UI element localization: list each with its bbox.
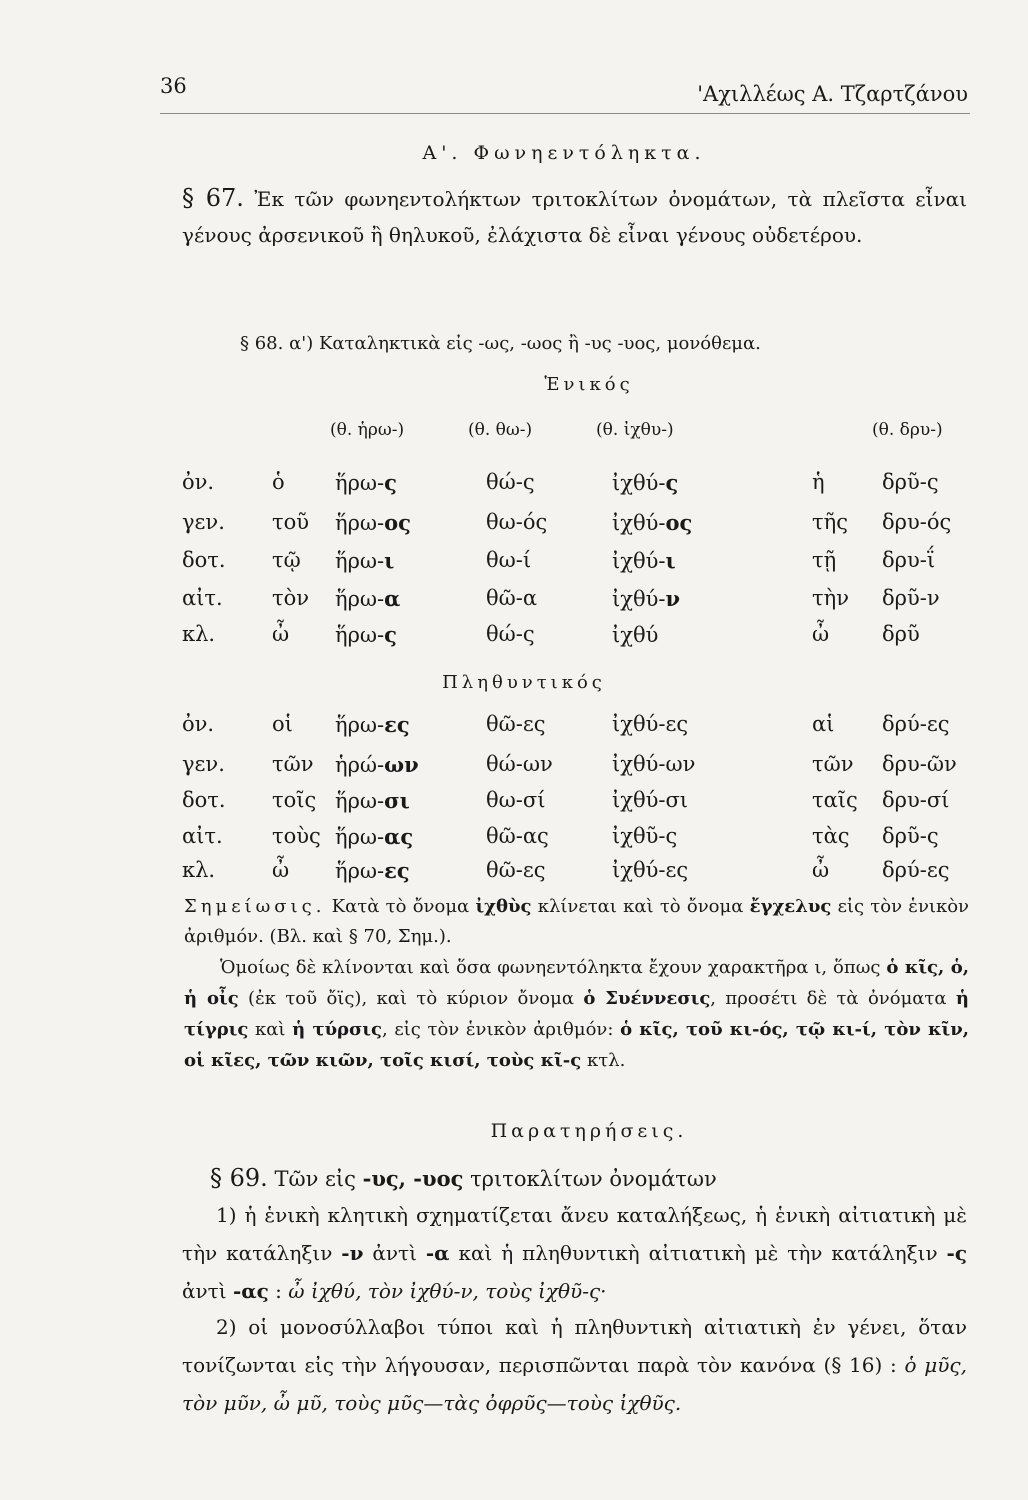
form-drys: δρυ-σί [882, 788, 950, 812]
para-text: καὶ [248, 1019, 293, 1040]
form-ending: ς [384, 470, 397, 495]
form-heros [335, 788, 410, 813]
article: τῶν [272, 752, 314, 776]
paragraph-69-point-1 [182, 1196, 967, 1310]
note-text: εἰς τὸν ἑνικὸν ἀριθμόν. (Βλ. καὶ § 70, Σημ.). [184, 896, 969, 947]
form-ending: ες [384, 858, 410, 883]
paragraph-68 [240, 333, 761, 354]
para-text: , εἰς τὸν ἑνικὸν ἀριθμόν: [381, 1019, 621, 1040]
form-ending: ων [384, 752, 419, 777]
article: ὦ [272, 622, 290, 646]
form-ichthys [612, 622, 658, 647]
article: τὴν [812, 586, 849, 610]
paragraph-69 [210, 1158, 970, 1199]
form-stem: ἥρω- [335, 789, 385, 813]
paragraph-67-label: § 67. [182, 184, 244, 212]
note-bold: ἰχθὺς [475, 896, 532, 917]
singular-heading: Ἑνικός [544, 374, 634, 395]
form-thos: θω-ί [486, 548, 532, 572]
paragraph-68-text: α') Καταληκτικὰ εἰς -ως, -ωος ἢ -υς -υος, μονόθεμα. [289, 333, 761, 354]
note-paragraph [184, 892, 969, 952]
form-thos: θω-ός [486, 510, 548, 534]
note-text: κλίνεται καὶ τὸ ὄνομα [531, 896, 750, 917]
form-ending: ν [665, 586, 681, 611]
article: τῶν [812, 752, 854, 776]
article: τῆς [812, 510, 848, 534]
para-text: 2) οἱ μονοσύλλαβοι τύποι καὶ ἡ πληθυντικὴ αἰτιατικὴ ἐν γένει, ὅταν τονίζωνται εἰς τὴν λήγουσαν, περισπῶνται παρὰ τὸν κανόνα (§ 16) : [182, 1315, 967, 1377]
observations-heading: Παρατηρήσεις. [490, 1120, 688, 1142]
form-ichthys [612, 510, 692, 535]
case-label: ὀν. [182, 470, 215, 494]
para-italic: ὦ ἰχθύ, τὸν ἰχθύ-ν, τοὺς ἰχθῦ-ς· [288, 1279, 607, 1303]
case-label: δοτ. [182, 788, 226, 812]
case-label: κλ. [182, 858, 216, 882]
para-bold: -υς, -υος [362, 1166, 464, 1191]
form-ichthys: ἰχθύ-ων [612, 752, 696, 776]
para-text: Τῶν εἰς [267, 1167, 363, 1191]
article: ὦ [812, 858, 830, 882]
form-drys: δρύ-ες [882, 712, 950, 736]
case-label: αἰτ. [182, 586, 223, 610]
case-label: αἰτ. [182, 824, 223, 848]
para-text: : [268, 1279, 289, 1303]
note-label: Σημείωσις. [184, 896, 326, 917]
form-drys: δρυ-ῶν [882, 752, 957, 776]
form-ichthys: ἰχθύ-σι [612, 788, 689, 812]
para-bold: -ς [946, 1241, 968, 1265]
paragraph-67-text: Ἐκ τῶν φωνηεντολήκτων τριτοκλίτων ὀνομάτων, τὰ πλεῖστα εἶναι γένους ἀρσενικοῦ ἢ θηλυκοῦ, ἐλάχιστα δὲ εἶναι γένους οὐδετέρου. [182, 187, 968, 247]
form-thos: θώ-ς [486, 470, 535, 494]
form-thos: θῶ-α [486, 586, 538, 610]
para-bold: ὁ Συέννεσις [583, 988, 711, 1009]
form-heros [335, 510, 411, 535]
article: τοὺς [272, 824, 321, 848]
paragraph-68-label: § 68. [240, 333, 284, 354]
note-bold: ἔγχελυς [749, 896, 832, 917]
paragraph-69-point-2 [182, 1308, 967, 1422]
form-heros [335, 586, 400, 611]
form-stem: ἰχθύ [612, 623, 659, 647]
para-text: κτλ. [581, 1050, 626, 1071]
form-thos: θῶ-ας [486, 824, 549, 848]
article: αἱ [812, 712, 835, 736]
page-number: 36 [160, 74, 187, 98]
form-ending: σι [384, 788, 410, 813]
stem-label: (θ. δρυ-) [872, 420, 943, 440]
para-text: ἀντὶ [363, 1241, 426, 1265]
form-ending: ες [384, 712, 410, 737]
form-stem: ἥρω- [335, 713, 385, 737]
stem-label: (θ. ἡρω-) [330, 420, 405, 440]
para-bold: -α [425, 1241, 450, 1265]
para-bold: ὁ κῖς, ὁ, ἡ οἶς [184, 957, 969, 1009]
stem-label: (θ. ἰχθυ-) [596, 420, 674, 440]
para-bold: ἡ τύρσις [292, 1019, 382, 1040]
stem-label: (θ. θω-) [468, 420, 533, 440]
article: ταῖς [812, 788, 858, 812]
article: τὸν [272, 586, 310, 610]
header-rule [160, 113, 970, 114]
form-stem: ἥρω- [335, 623, 385, 647]
form-ending: ι [665, 548, 676, 573]
form-stem: ἰχθύ- [612, 511, 666, 535]
para-bold: -ν [341, 1241, 364, 1265]
form-heros [335, 470, 397, 495]
case-label: γεν. [182, 752, 225, 776]
form-heros [335, 622, 397, 647]
article: τῇ [812, 548, 837, 572]
para-italic: ὁ μῦς, τὸν μῦν, ὦ μῦ, τοὺς μῦς—τὰς ὀφρῦς—τοὺς ἰχθῦς. [182, 1353, 967, 1415]
running-header-author: 'Αχιλλέως Α. Τζαρτζάνου [697, 82, 968, 106]
form-ending: ος [384, 510, 411, 535]
article: ὦ [272, 858, 290, 882]
form-drys: δρυ-ΐ [882, 548, 936, 572]
form-stem: ἥρω- [335, 825, 385, 849]
form-thos: θω-σί [486, 788, 546, 812]
form-ending: ς [665, 470, 679, 495]
form-drys: δρυ-ός [882, 510, 952, 534]
case-label: κλ. [182, 622, 216, 646]
form-ichthys: ἰχθύ-ες [612, 858, 689, 882]
plural-heading: Πληθυντικός [442, 672, 606, 693]
article: οἱ [272, 712, 293, 736]
form-drys: δρύ-ες [882, 858, 950, 882]
form-stem: ἥρω- [335, 471, 385, 495]
form-heros [335, 858, 410, 883]
article: ὁ [272, 470, 285, 494]
form-drys: δρῦ-ν [882, 586, 940, 610]
article: τοῖς [272, 788, 317, 812]
form-stem: ἥρω- [335, 859, 385, 883]
form-ichthys: ἰχθύ-ες [612, 712, 689, 736]
form-ending: ας [384, 824, 414, 849]
para-text: τριτοκλίτων ὀνομάτων [463, 1167, 717, 1191]
para-bold: -ας [232, 1279, 269, 1303]
form-drys: δρῦ [882, 622, 920, 646]
form-stem: ἡρώ- [335, 753, 385, 777]
article: τῷ [272, 548, 301, 572]
form-thos: θώ-ων [486, 752, 553, 776]
case-label: δοτ. [182, 548, 226, 572]
form-drys: δρῦ-ς [882, 470, 939, 494]
note-text: Κατὰ τὸ ὄνομα [325, 896, 476, 917]
form-stem: ἥρω- [335, 549, 385, 573]
article: ὦ [812, 622, 830, 646]
para-bold: ὁ κῖς, τοῦ κι-ός, τῷ κι-ί, τὸν κῖν, οἱ κῖες, τῶν κιῶν, τοῖς κισί, τοὺς κῖ-ς [184, 1019, 969, 1071]
para-text: Ὁμοίως δὲ κλίνονται καὶ ὅσα φωνηεντόληκτα ἔχουν χαρακτῆρα ι, ὅπως [220, 957, 887, 978]
article: τοῦ [272, 510, 310, 534]
para-text: ἀντὶ [182, 1279, 233, 1303]
form-heros [335, 824, 413, 849]
form-thos: θώ-ς [486, 622, 535, 646]
form-ending: ι [384, 548, 395, 573]
form-heros [335, 712, 410, 737]
form-ichthys [612, 586, 680, 611]
form-thos: θῶ-ες [486, 712, 546, 736]
para-text: (ἐκ τοῦ ὄϊς), καὶ τὸ κύριον ὄνομα [238, 988, 584, 1009]
form-ichthys [612, 470, 678, 495]
form-ending: ς [384, 622, 397, 647]
form-ending: α [384, 586, 401, 611]
form-drys: δρῦ-ς [882, 824, 939, 848]
similar-declension-paragraph [184, 952, 969, 1076]
form-stem: ἥρω- [335, 587, 385, 611]
para-text: καὶ ἡ πληθυντικὴ αἰτιατικὴ μὲ τὴν κατάληξιν [449, 1241, 947, 1265]
form-stem: ἰχθύ- [612, 471, 666, 495]
paragraph-67 [182, 180, 967, 253]
form-heros [335, 548, 394, 573]
case-label: γεν. [182, 510, 225, 534]
form-heros [335, 752, 419, 777]
form-stem: ἰχθύ- [612, 549, 666, 573]
paragraph-69-label: § 69. [210, 1164, 268, 1192]
section-title: Α'. Φωνηεντόληκτα. [422, 142, 706, 164]
para-text: , προσέτι δὲ τὰ ὀνόματα [710, 988, 956, 1009]
form-stem: ἰχθύ- [612, 587, 666, 611]
article: τὰς [812, 824, 850, 848]
form-thos: θῶ-ες [486, 858, 546, 882]
para-bold: ἡ τίγρις [184, 988, 969, 1040]
form-ichthys [612, 548, 676, 573]
form-ending: ος [665, 510, 693, 535]
form-ichthys: ἰχθῦ-ς [612, 824, 678, 848]
article: ἡ [812, 470, 825, 494]
para-text: 1) ἡ ἑνικὴ κλητικὴ σχηματίζεται ἄνευ καταλήξεως, ἡ ἑνικὴ αἰτιατικὴ μὲ τὴν κατάληξιν [182, 1203, 967, 1265]
case-label: ὀν. [182, 712, 215, 736]
form-stem: ἥρω- [335, 511, 385, 535]
